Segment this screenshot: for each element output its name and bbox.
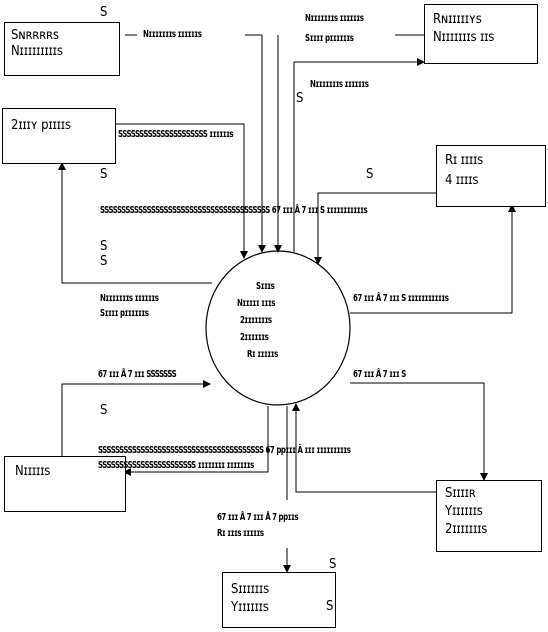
flow-label: 67 ɪɪɪ Å 7 ɪɪɪ SSSSSSS xyxy=(98,369,177,380)
flow-label: SSSSSSSSSSSSSSSSSSSSS ɪɪɪɪɪɪs xyxy=(118,129,234,140)
flow-label: 67 ɪɪɪ Å 7 ɪɪɪ S ɪɪɪɪɪɪɪɪɪɪɪs xyxy=(353,293,449,304)
entity-label: Sɪɪɪɪɪɪs xyxy=(231,582,269,597)
flow-label: Nɪɪɪɪɪɪɪs ɪɪɪɪɪɪs xyxy=(305,13,364,24)
flow-label: SSSSSSSSSSSSSSSSSSSSSSS ɪɪɪɪɪɪɪɪ ɪɪɪɪɪɪɪs xyxy=(98,460,254,471)
flow-label: 67 ɪɪɪ Å 7 ɪɪɪ Å 7 ppɪɪs xyxy=(217,512,299,523)
entity-left-mid xyxy=(2,108,116,164)
marker: S xyxy=(296,91,304,106)
entity-label: Nɪɪɪɪɪɪɪs ɪɪs xyxy=(433,30,495,45)
flow-line xyxy=(115,124,244,258)
process-label: 2ɪɪɪɪɪɪs xyxy=(240,332,269,343)
entity-label: Rɪ ɪɪɪɪs xyxy=(445,153,484,168)
marker: S xyxy=(100,167,108,182)
process-label: Sɪɪɪs xyxy=(256,281,275,292)
entity-label: 2ɪɪɪɪɪɪɪs xyxy=(445,522,488,537)
entity-label: Yɪɪɪɪɪɪs xyxy=(231,600,269,615)
entity-bottom-right xyxy=(436,480,542,552)
marker: S xyxy=(366,167,374,182)
flow-label: Sɪɪɪɪ pɪɪɪɪɪɪs xyxy=(100,308,149,319)
marker: S xyxy=(100,254,108,269)
entity-label: 2ɪɪɪʏ pɪɪɪɪs xyxy=(11,118,71,133)
entity-bottom-center xyxy=(222,572,336,628)
marker: S xyxy=(100,403,108,418)
entity-right-mid xyxy=(436,145,546,207)
entity-label: Nɪɪɪɪɪs xyxy=(15,464,51,479)
flow-label: SSSSSSSSSSSSSSSSSSSSSSSSSSSSSSSSSSSSSSSS 67 ɪɪɪ Å 7 ɪɪɪ S ɪɪɪɪɪɪɪɪɪɪɪs xyxy=(100,205,368,216)
process-label: 2ɪɪɪɪɪɪɪs xyxy=(240,315,272,326)
flow-line xyxy=(62,163,212,283)
marker: S xyxy=(329,557,337,572)
flow-label: SSSSSSSSSSSSSSSSSSSSSSSSSSSSSSSSSSSSSSS 67 ppɪɪɪ Ä ɪɪɪ ɪɪɪɪɪɪɪɪɪs xyxy=(98,445,351,456)
marker: S xyxy=(326,599,334,614)
entity-label: Sɪɪɪɪʀ xyxy=(445,486,476,501)
flow-label: Rɪ ɪɪɪs ɪɪɪɪɪs xyxy=(217,528,264,539)
process-label: Rɪ ɪɪɪɪɪs xyxy=(247,349,278,360)
flow-label: Nɪɪɪɪɪɪɪs ɪɪɪɪɪɪs xyxy=(310,79,369,90)
entity-top-left xyxy=(4,22,120,76)
flow-label: Nɪɪɪɪɪɪɪs ɪɪɪɪɪɪs xyxy=(100,293,159,304)
flow-label: Nɪɪɪɪɪɪɪs ɪɪɪɪɪɪs xyxy=(143,29,202,40)
flow-line xyxy=(350,383,484,480)
entity-label: Yɪɪɪɪɪɪs xyxy=(445,504,483,519)
entity-label: Rɴɪɪɪɪɪʏs xyxy=(433,12,482,27)
process-circle xyxy=(206,251,350,405)
flow-label: Sɪɪɪɪ pɪɪɪɪɪɪs xyxy=(305,33,354,44)
entity-label: Nɪɪɪɪɪɪɪɪɪs xyxy=(11,44,63,59)
process-label: Nɪɪɪɪɪ ɪɪɪs xyxy=(237,298,275,309)
marker: S xyxy=(100,239,108,254)
entity-label: Sɴʀʀʀʀs xyxy=(11,28,59,43)
entity-label: 4 ɪɪɪɪs xyxy=(445,173,479,188)
entity-top-right xyxy=(424,4,538,64)
flow-label: 67 ɪɪɪ Å 7 ɪɪɪ S xyxy=(353,369,406,380)
marker: S xyxy=(100,5,108,20)
